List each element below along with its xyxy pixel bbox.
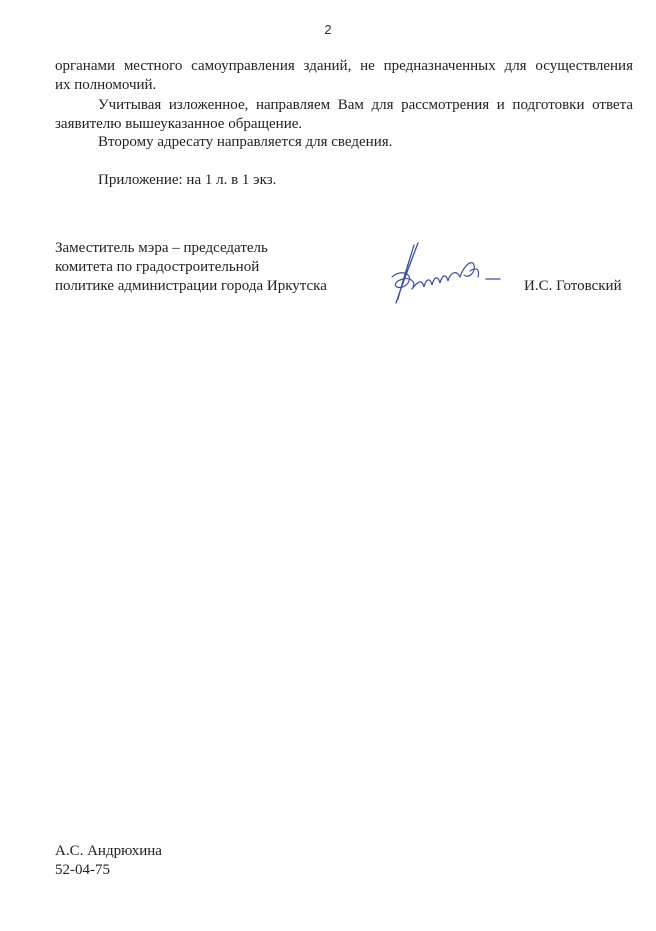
signer-position [55, 239, 327, 296]
paragraph-2-line-1: Учитывая изложенное, направляем Вам для рассмотрения и подготовки ответа [98, 97, 633, 113]
executor-phone: 52-04-75 [55, 862, 110, 878]
paragraph-1-line-1: органами местного самоуправления зданий, не предназначенных для осуществления [55, 58, 633, 74]
page-number: 2 [324, 22, 332, 37]
paragraph-1-line-2: их полномочий. [55, 77, 157, 93]
attachment-line: Приложение: на 1 л. в 1 экз. [98, 172, 277, 188]
executor-name: А.С. Андрюхина [55, 843, 162, 859]
paragraph-2-line-2: заявителю вышеуказанное обращение. [55, 116, 303, 132]
signer-position-line-3: политике администрации города Иркутска [55, 278, 327, 294]
handwritten-signature [378, 235, 508, 315]
paragraph-3: Второму адресату направляется для сведения. [98, 134, 393, 150]
signer-position-line-1: Заместитель мэра – председатель [55, 240, 268, 256]
signer-name: И.С. Готовский [524, 278, 622, 294]
executor-block [55, 842, 162, 880]
signer-position-line-2: комитета по градостроительной [55, 259, 260, 275]
